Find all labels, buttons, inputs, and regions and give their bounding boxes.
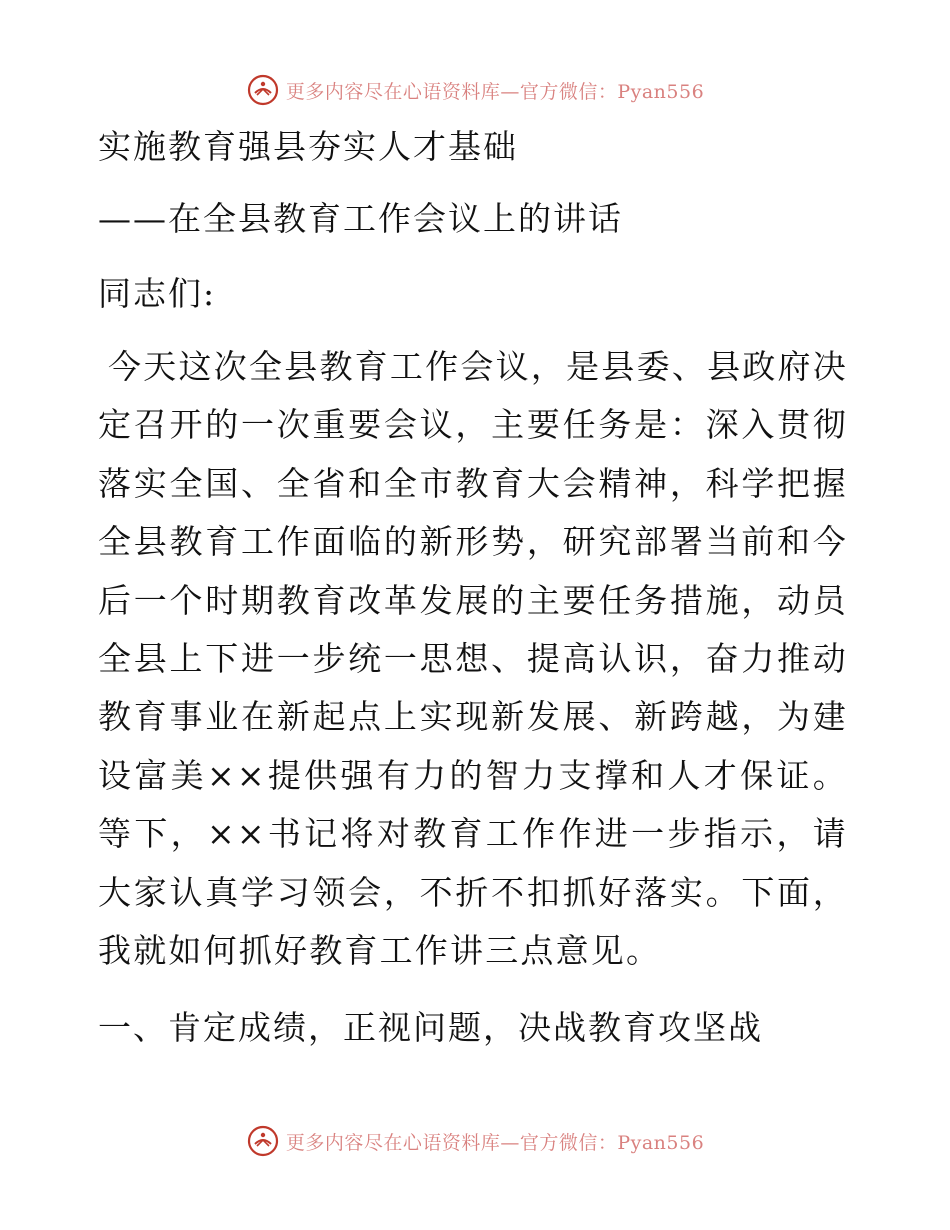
book-logo-icon [246,1124,280,1158]
document-subtitle: ——在全县教育工作会议上的讲话 [98,199,623,238]
footer-watermark [0,1121,950,1161]
section-heading: 一、肯定成绩，正视问题，决战教育攻坚战 [98,1008,763,1047]
book-logo-icon [246,73,280,107]
document-title: 实施教育强县夯实人才基础 [98,127,518,166]
watermark-text: 更多内容尽在心语资料库—官方微信：Pyan556 [285,80,705,103]
salutation: 同志们: [98,274,217,313]
header-watermark [0,70,950,110]
body-paragraph: 今天这次全县教育工作会议，是县委、县政府决定召开的一次重要会议，主要任务是：深入贯彻落实全国、全省和全市教育大会精神，科学把握全县教育工作面临的新形势，研究部署当前和今后一个时期教育改革发展的主要任务措施，动员全县上下进一步统一思想、提高认识，奋力推动教育事业在新起点上实现新发展、新跨越，为建设富美××提供强有力的智力支撑和人才保证。等下，××书记将对教育工作作进一步指示，请大家认真学习领会，不折不扣抓好落实。下面，我就如何抓好教育工作讲三点意见。 [98,347,848,971]
watermark-text: 更多内容尽在心语资料库—官方微信：Pyan556 [285,1131,705,1154]
